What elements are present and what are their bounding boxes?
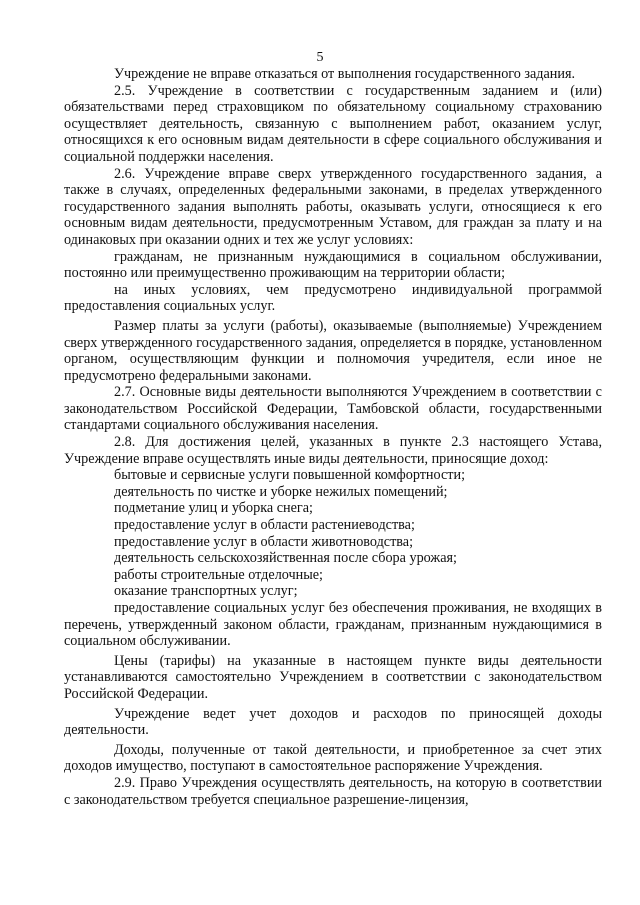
- list-item: предоставление услуг в области растениеводства;: [114, 517, 415, 534]
- list-item: предоставление социальных услуг без обеспечения проживания, не входящих в перечень, утвержденный законом области, гражданам, признанным нуждающимися в социальном обслуживании.: [64, 600, 602, 650]
- list-item: работы строительные отделочные;: [114, 566, 324, 583]
- list-item: предоставление услуг в области животноводства;: [114, 533, 414, 550]
- paragraph: Цены (тарифы) на указанные в настоящем пункте виды деятельности устанавливаются самостоятельно Учреждением в соответствии с законодательством Российской Федерации.: [64, 652, 602, 702]
- document-body: [64, 66, 602, 808]
- page-number: 5: [316, 50, 324, 65]
- paragraph: Учреждение не вправе отказаться от выполнения государственного задания.: [114, 66, 576, 82]
- list-item: деятельность по чистке и уборке нежилых помещений;: [114, 483, 448, 500]
- paragraph: гражданам, не признанным нуждающимися в социальном обслуживании, постоянно или преимущественно проживающим на территории области;: [64, 248, 602, 282]
- paragraph: Доходы, полученные от такой деятельности, и приобретенное за счет этих доходов имущество, поступают в самостоятельное распоряжение Учреждения.: [64, 741, 602, 775]
- list-item: бытовые и сервисные услуги повышенной комфортности;: [114, 467, 466, 484]
- paragraph-2-7: 2.7. Основные виды деятельности выполняются Учреждением в соответствии с законодательством Российской Федерации, Тамбовской области, государственными стандартами социального обслуживания населения.: [64, 384, 602, 434]
- list-item: оказание транспортных услуг;: [114, 583, 298, 600]
- paragraph: Учреждение ведет учет доходов и расходов по приносящей доходы деятельности.: [64, 705, 602, 739]
- paragraph-2-5: 2.5. Учреждение в соответствии с государственным заданием и (или) обязательствами перед страховщиком по обязательному социальному страхованию осуществляет деятельность, связанную с выполнением работ, оказанием услуг, относящихся к его основным видам деятельности в сфере социального обслуживания и социальной поддержки населения.: [64, 82, 602, 165]
- paragraph: Размер платы за услуги (работы), оказываемые (выполняемые) Учреждением сверх утвержденного государственного задания, определяется в порядке, установленном органом, осуществляющим функции и полномочия учредителя, если иное не предусмотрено федеральными законами.: [64, 317, 602, 384]
- paragraph-2-9: 2.9. Право Учреждения осуществлять деятельность, на которую в соответствии с законодательством требуется специальное разрешение-лицензия,: [64, 774, 602, 808]
- paragraph: на иных условиях, чем предусмотрено индивидуальной программой предоставления социальных услуг.: [64, 281, 602, 315]
- paragraph-2-8: 2.8. Для достижения целей, указанных в пункте 2.3 настоящего Устава, Учреждение вправе осуществлять иные виды деятельности, приносящие доход:: [64, 434, 602, 467]
- paragraph-2-6: 2.6. Учреждение вправе сверх утвержденного государственного задания, а также в случаях, определенных федеральными законами, в пределах утвержденного государственного задания выполнять работы, оказывать услуги, относящиеся к его основным видам деятельности, предусмотренным Уставом, для граждан за плату и на одинаковых при оказании одних и тех же услуг условиях:: [64, 165, 602, 248]
- list-item: деятельность сельскохозяйственная после сбора урожая;: [114, 550, 457, 567]
- list-item: подметание улиц и уборка снега;: [114, 500, 313, 517]
